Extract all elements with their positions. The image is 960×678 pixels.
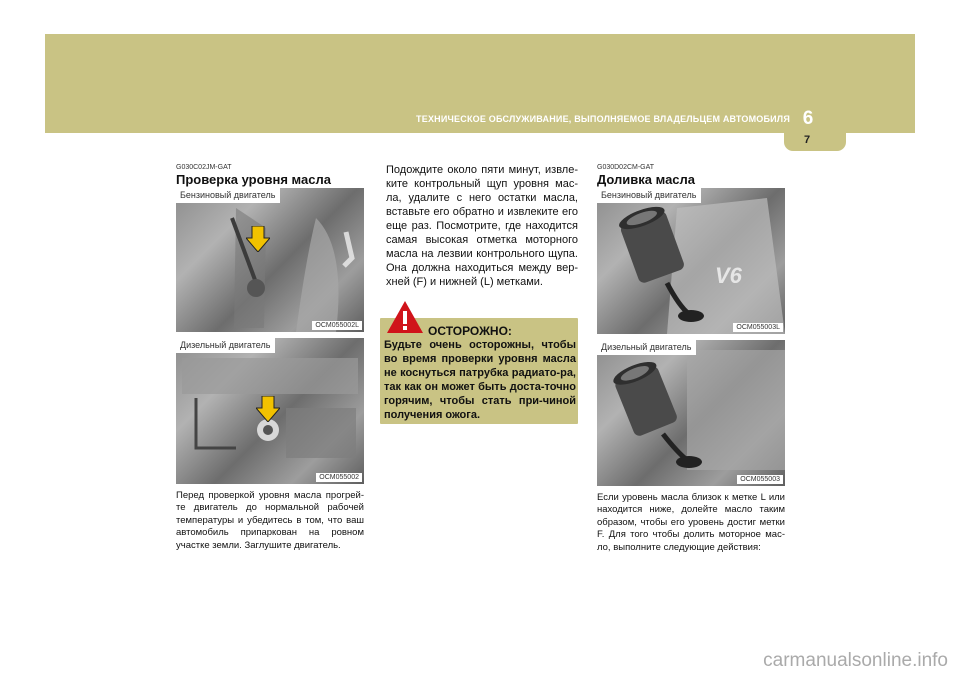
page-number: 7 <box>803 134 811 146</box>
figure-petrol-oil-fill <box>597 188 785 334</box>
section-heading: Доливка масла <box>597 172 696 187</box>
engine-illustration <box>176 188 364 332</box>
arrow-down-icon <box>246 226 270 252</box>
section-code: G030D02CM-GAT <box>597 164 655 171</box>
warning-triangle-icon <box>386 300 424 334</box>
section-heading: Проверка уровня масла <box>176 172 331 187</box>
figure-diesel-dipstick <box>176 338 364 484</box>
figure-petrol-dipstick <box>176 188 364 332</box>
svg-text:V6: V6 <box>715 263 742 288</box>
chapter-number: 6 <box>802 108 814 129</box>
footer-watermark: carmanualsonline.info <box>763 650 948 671</box>
figure-label: Дизельный двигатель <box>597 340 696 355</box>
figure-label: Бензиновый двигатель <box>176 188 280 203</box>
paragraph: Если уровень масла близок к метке L или находится ниже, долейте масло таким образом, чтобы его уровень достиг метки F. Для того чтобы долить моторное мас-ло, выполните следующие действия: <box>597 492 785 553</box>
paragraph: Подождите около пяти минут, извле-ките контрольный щуп уровня мас-ла, удалите с него остатки масла, вставьте его обратно и извлеките его еще раз. Посмотрите, где находится самая высокая отметка моторного масла на лезвии контрольного щупа. Она должна находиться между вер-хней (F) и нижней (L) метками. <box>386 164 578 288</box>
figure-code: OCM055003 <box>737 475 783 484</box>
figure-code: OCM055002L <box>312 321 362 330</box>
figure-label: Дизельный двигатель <box>176 338 275 353</box>
section-code: G030C02JM-GAT <box>176 164 232 171</box>
paragraph: Перед проверкой уровня масла прогрей-те двигатель до нормальной рабочей температуры и убедитесь в том, что ваш автомобиль припаркован на ровном участке земли. Заглушите двигатель. <box>176 490 364 551</box>
figure-code: OCM055003L <box>733 323 783 332</box>
engine-illustration <box>597 340 785 486</box>
section-title: ТЕХНИЧЕСКОЕ ОБСЛУЖИВАНИЕ, ВЫПОЛНЯЕМОЕ ВЛАДЕЛЬЦЕМ АВТОМОБИЛЯ <box>416 114 790 124</box>
figure-code: OCM055002 <box>316 473 362 482</box>
figure-label: Бензиновый двигатель <box>597 188 701 203</box>
figure-diesel-oil-fill <box>597 340 785 486</box>
caution-text: Будьте очень осторожны, чтобы во время проверки уровня масла не коснуться патрубка радиато-ра, так как он может быть доста-точно горячим, чтобы стать при-чиной получения ожога. <box>384 339 576 421</box>
caution-title: ОСТОРОЖНО: <box>428 324 512 338</box>
arrow-down-icon <box>256 396 280 422</box>
engine-illustration <box>597 188 785 334</box>
